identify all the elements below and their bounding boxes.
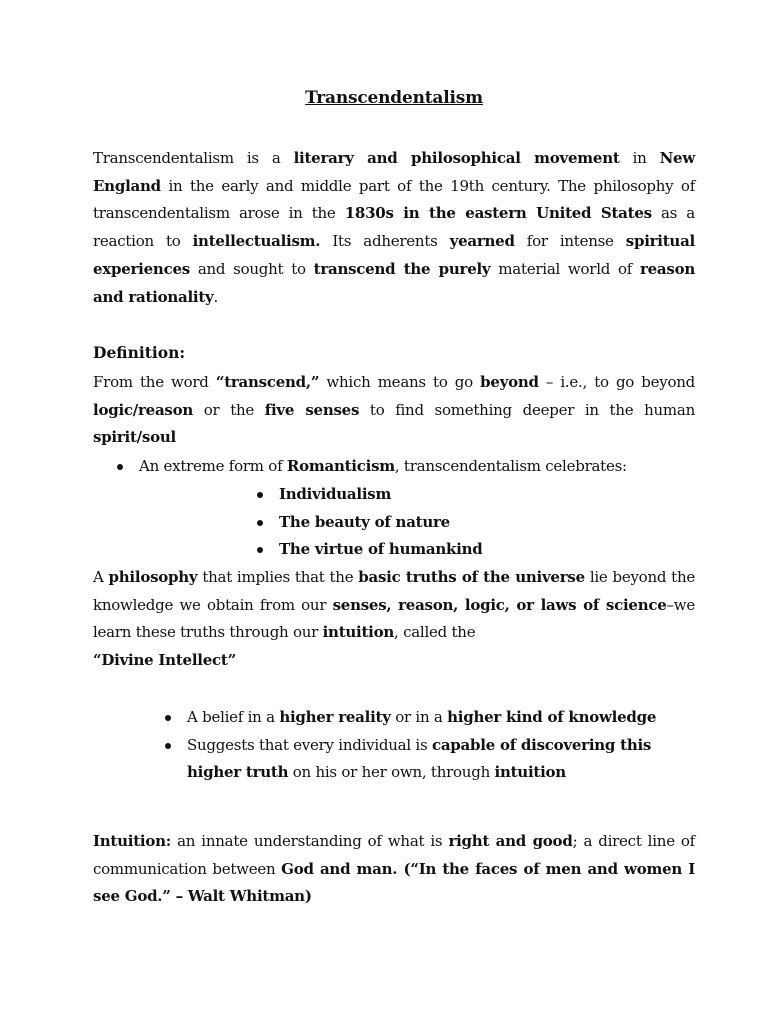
- philosophy-bold: “Divine Intellect”: [93, 651, 236, 670]
- romanticism-list: [139, 453, 699, 481]
- definition-paragraph: [93, 369, 695, 452]
- definition-text: or the: [193, 400, 265, 419]
- philosophy-paragraph: [93, 564, 695, 675]
- definition-bold: spirit/soul: [93, 428, 176, 447]
- list-item: The virtue of humankind: [279, 536, 482, 564]
- list-item-text: Suggests that every individual is: [187, 735, 432, 754]
- beliefs-list: [187, 704, 695, 787]
- intro-bold: transcend the purely: [313, 259, 491, 278]
- definition-bold: logic/reason: [93, 400, 194, 419]
- intuition-bold: God and man. (“In the faces of men and women I see God.” – Walt Whitman): [93, 859, 696, 906]
- list-item: [187, 704, 695, 732]
- philosophy-bold: basic truths of the universe: [358, 568, 585, 586]
- intro-bold: spiritual experiences: [93, 232, 695, 278]
- intro-text: and sought to: [189, 259, 314, 278]
- list-item-bold: higher reality: [279, 708, 391, 726]
- definition-text: to find something deeper in the human: [359, 400, 695, 419]
- list-item: [139, 453, 699, 481]
- list-item-text: An extreme form of: [139, 457, 287, 475]
- intro-text: as a reaction to: [93, 204, 695, 251]
- definition-bold: “transcend,”: [215, 373, 320, 391]
- intro-bold: intellectualism.: [192, 232, 321, 251]
- list-item-text: on his or her own, through: [288, 763, 495, 782]
- definition-bold: beyond: [480, 373, 539, 391]
- intro-text: in: [619, 149, 660, 167]
- list-item: The beauty of nature: [279, 509, 482, 537]
- philosophy-text: , called the: [394, 623, 476, 642]
- intuition-paragraph: [93, 828, 695, 911]
- intro-text: .: [213, 287, 219, 306]
- list-item-bold: Romanticism: [286, 457, 395, 475]
- list-item-bold: higher kind of knowledge: [447, 708, 657, 726]
- philosophy-text: that implies that the: [197, 568, 359, 586]
- definition-text: From the word: [93, 373, 216, 391]
- intro-bold: 1830s in the eastern United States: [344, 204, 652, 223]
- list-item-text: , transcendentalism celebrates:: [394, 457, 627, 475]
- intuition-text: an innate understanding of what is: [171, 832, 449, 850]
- philosophy-bold: intuition: [322, 623, 395, 642]
- intuition-bold: Intuition:: [93, 832, 172, 850]
- page-title: Transcendentalism: [305, 88, 483, 108]
- list-item-bold: capable of discovering this higher truth: [187, 735, 652, 782]
- definition-text: – i.e., to go beyond: [538, 373, 695, 391]
- definition-bold: five senses: [264, 400, 360, 419]
- intuition-text: ; a direct line of communication between: [93, 832, 695, 878]
- philosophy-bold: senses, reason, logic, or laws of science: [332, 595, 667, 614]
- list-item-bold: intuition: [494, 763, 566, 782]
- list-item-text: or in a: [390, 708, 448, 726]
- philosophy-text: lie beyond the knowledge we obtain from our: [93, 568, 695, 614]
- philosophy-text: A: [93, 568, 109, 586]
- philosophy-bold: philosophy: [108, 568, 198, 586]
- intro-text: Its adherents: [320, 232, 450, 251]
- intro-paragraph: [93, 145, 695, 311]
- list-item-text: A belief in a: [187, 708, 280, 726]
- list-item: [187, 732, 695, 787]
- philosophy-text: –we learn these truths through our: [93, 595, 695, 642]
- intro-text: material world of: [490, 259, 640, 278]
- definition-text: which means to go: [319, 373, 481, 391]
- intro-bold: literary and philosophical movement: [293, 149, 620, 167]
- intuition-bold: right and good: [448, 832, 573, 850]
- intro-text: Transcendentalism is a: [93, 149, 294, 167]
- intro-text: for intense: [514, 232, 626, 251]
- definition-heading: Definition:: [93, 343, 186, 362]
- list-item: Individualism: [279, 481, 482, 509]
- intro-text: in the early and middle part of the 19th century. The philosophy of transcendentalism arose in the: [93, 176, 695, 223]
- intro-bold: yearned: [449, 232, 515, 251]
- intro-bold: reason and rationality: [93, 259, 695, 306]
- celebrates-list: [279, 481, 482, 564]
- intro-bold: New England: [93, 149, 695, 195]
